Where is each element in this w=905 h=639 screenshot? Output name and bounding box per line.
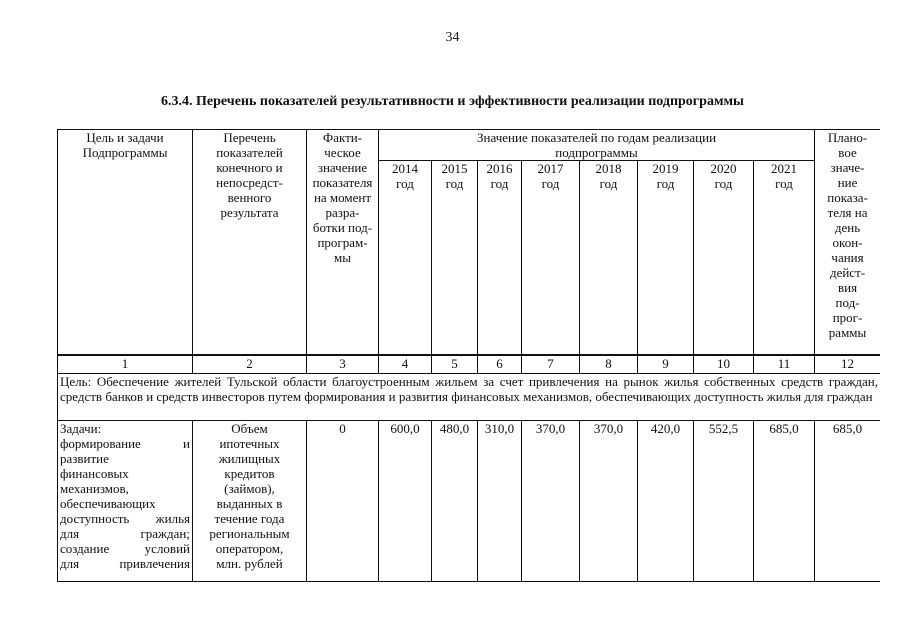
table-row (58, 421, 881, 582)
goal-text: Цель: Обеспечение жителей Тульской области благоустроенным жильем за счет привлечения на рынок жилья собственных средств граждан, средств банков и средств инвесторов путем формирования и развития финансовых механизмов, обеспечивающих доступность жилья для граждан (58, 374, 881, 421)
column-number: 9 (638, 355, 694, 374)
tasks-cell: Задачи: формирование и развитие финансовых механизмов, обеспечивающих доступность жилья для граждан; создание условий для привлечения (58, 421, 193, 582)
header-goal: Цель и задачи Подпрограммы (58, 130, 193, 356)
value-2017: 370,0 (522, 421, 580, 582)
column-number: 5 (432, 355, 478, 374)
value-2014: 600,0 (379, 421, 432, 582)
header-years-group: Значение показателей по годам реализации подпрограммы (379, 130, 815, 161)
planned-value-cell: 685,0 (815, 421, 880, 582)
value-2020: 552,5 (694, 421, 754, 582)
header-planned-value: Плано- вое значе- ние показа- теля на день окон- чания дейст- вия под- прог- раммы (815, 130, 880, 356)
column-number: 4 (379, 355, 432, 374)
value-2016: 310,0 (478, 421, 522, 582)
page-number: 34 (445, 30, 460, 45)
header-year-2018: 2018 год (580, 161, 638, 356)
column-number: 7 (522, 355, 580, 374)
header-row-group (58, 130, 881, 161)
header-year-2016: 2016 год (478, 161, 522, 356)
header-year-2020: 2020 год (694, 161, 754, 356)
column-number: 10 (694, 355, 754, 374)
column-number: 12 (815, 355, 880, 374)
header-actual-value: Факти- ческое значение показателя на момент разра- ботки под- програм- мы (307, 130, 379, 356)
column-number: 1 (58, 355, 193, 374)
header-year-2019: 2019 год (638, 161, 694, 356)
indicators-table-wrapper (57, 129, 880, 591)
column-number: 6 (478, 355, 522, 374)
column-number: 11 (754, 355, 815, 374)
value-2018: 370,0 (580, 421, 638, 582)
header-indicators: Перечень показателей конечного и непосредст- венного результата (193, 130, 307, 356)
indicator-cell: Объем ипотечных жилищных кредитов (займов), выданных в течение года региональным оператором, млн. рублей (193, 421, 307, 582)
header-year-2014: 2014 год (379, 161, 432, 356)
column-number: 3 (307, 355, 379, 374)
value-2021: 685,0 (754, 421, 815, 582)
actual-value-cell: 0 (307, 421, 379, 582)
header-year-2021: 2021 год (754, 161, 815, 356)
column-number-row (58, 355, 881, 374)
header-year-2017: 2017 год (522, 161, 580, 356)
value-2015: 480,0 (432, 421, 478, 582)
column-number: 8 (580, 355, 638, 374)
goal-row (58, 374, 881, 421)
column-number: 2 (193, 355, 307, 374)
value-2019: 420,0 (638, 421, 694, 582)
section-title: 6.3.4. Перечень показателей результативности и эффективности реализации подпрограммы (161, 94, 744, 109)
header-year-2015: 2015 год (432, 161, 478, 356)
indicators-table (57, 129, 880, 582)
